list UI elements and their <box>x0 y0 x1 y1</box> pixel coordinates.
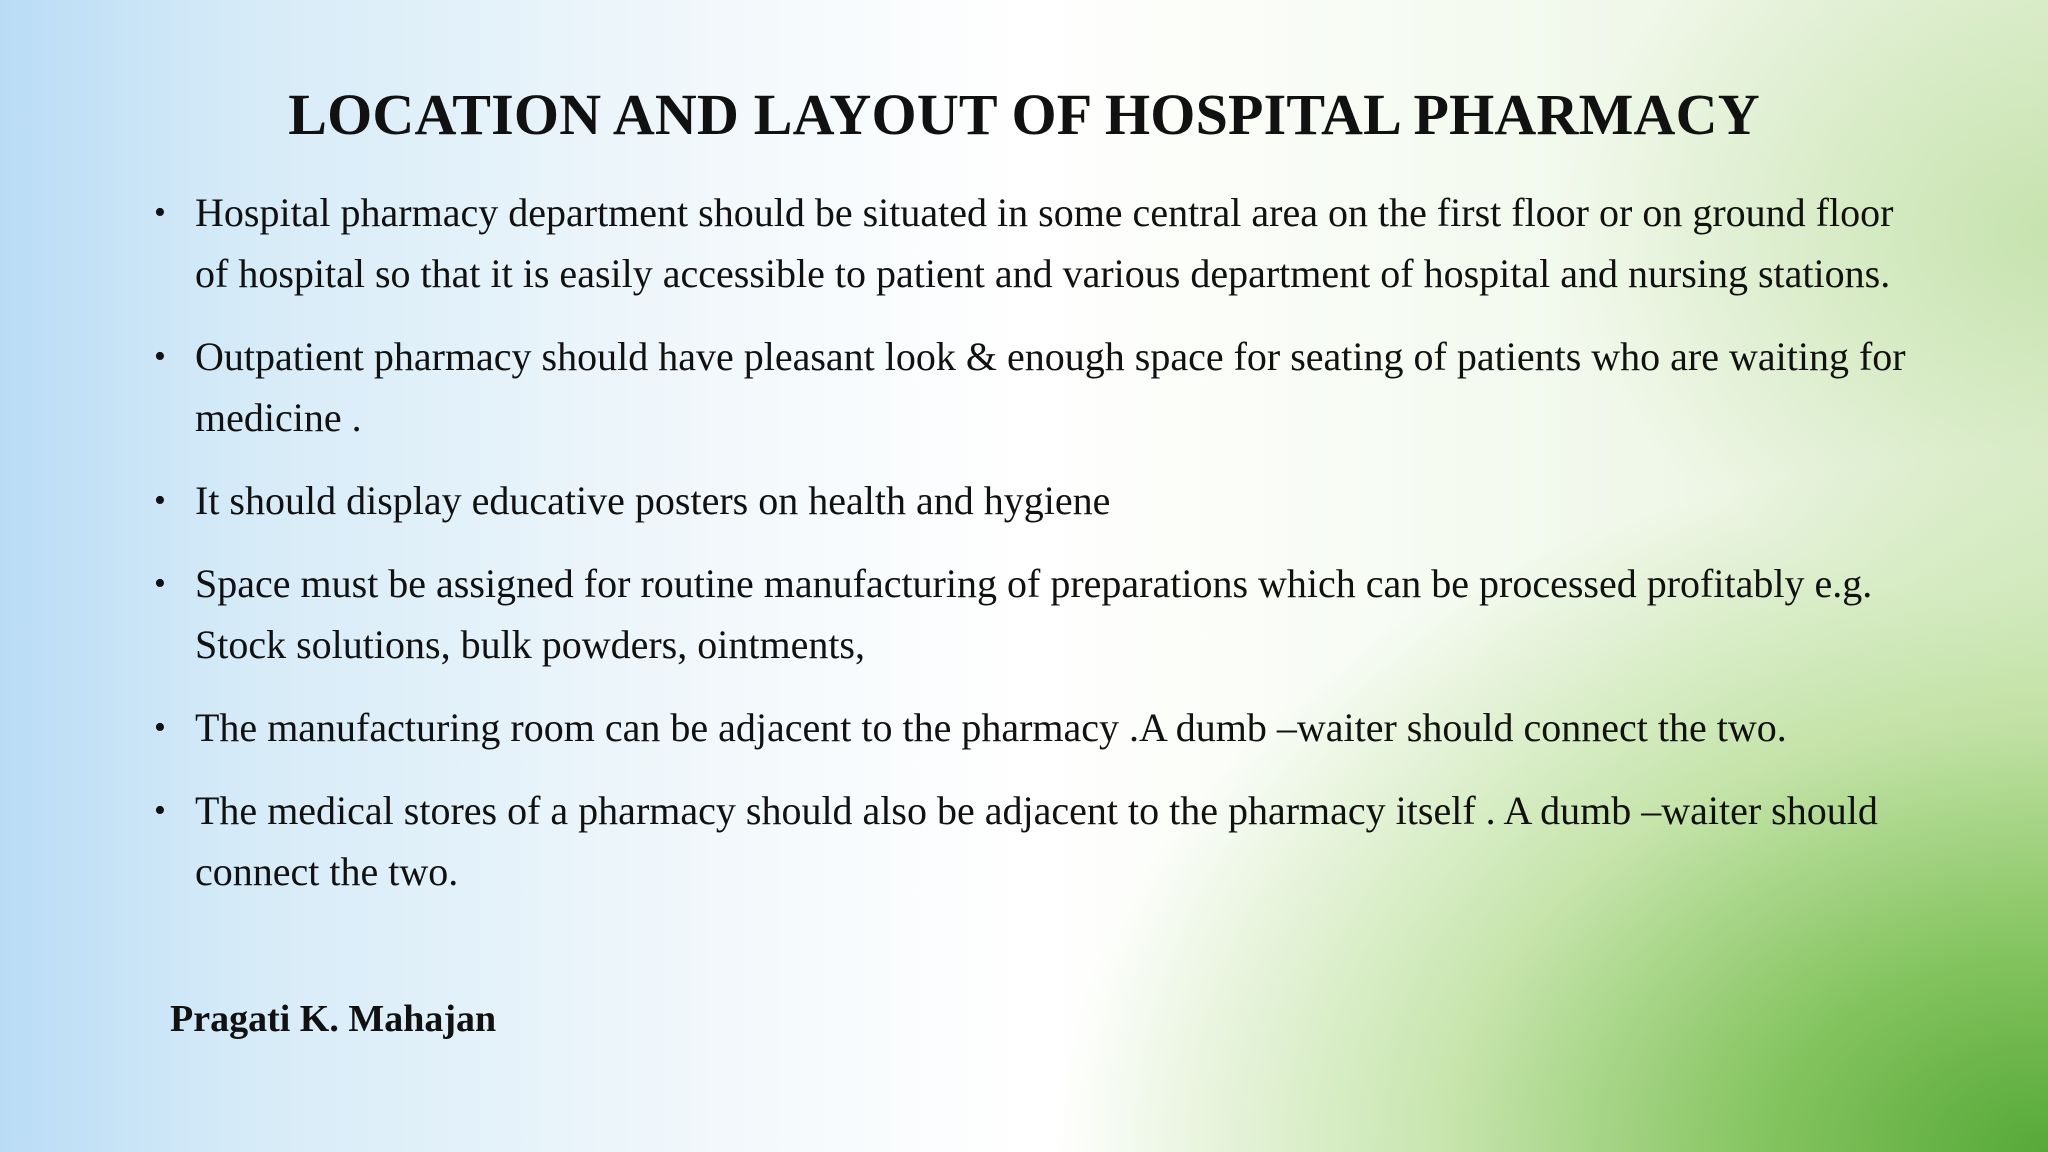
slide-title: LOCATION AND LAYOUT OF HOSPITAL PHARMACY <box>288 82 1760 147</box>
bullet-text: It should display educative posters on health and hygiene <box>195 478 1111 523</box>
bullet-item <box>150 326 1910 448</box>
author-name: Pragati K. Mahajan <box>170 998 497 1040</box>
bullet-text: The manufacturing room can be adjacent to the pharmacy .A dumb –waiter should connect the two. <box>195 705 1787 750</box>
bullet-item <box>150 697 1910 758</box>
bullet-text: Space must be assigned for routine manufacturing of preparations which can be processed profitably e.g. Stock solutions, bulk powders, ointments, <box>195 561 1873 667</box>
bullet-item <box>150 780 1910 902</box>
bullet-marker: • <box>154 792 166 829</box>
bullet-item <box>150 470 1910 531</box>
bullet-item <box>150 553 1910 675</box>
bullet-list <box>150 182 1910 924</box>
bullet-marker: • <box>154 338 166 375</box>
bullet-marker: • <box>154 482 166 519</box>
bullet-text: The medical stores of a pharmacy should also be adjacent to the pharmacy itself . A dumb –waiter should connect the two. <box>195 788 1878 894</box>
bullet-item <box>150 182 1910 304</box>
bullet-text: Hospital pharmacy department should be situated in some central area on the first floor or on ground floor of hospital so that it is easily accessible to patient and various department of hospital and nursing stations. <box>195 190 1894 296</box>
bullet-marker: • <box>154 709 166 746</box>
bullet-marker: • <box>154 194 166 231</box>
bullet-text: Outpatient pharmacy should have pleasant look & enough space for seating of patients who are waiting for medicine . <box>195 334 1906 440</box>
bullet-marker: • <box>154 565 166 602</box>
